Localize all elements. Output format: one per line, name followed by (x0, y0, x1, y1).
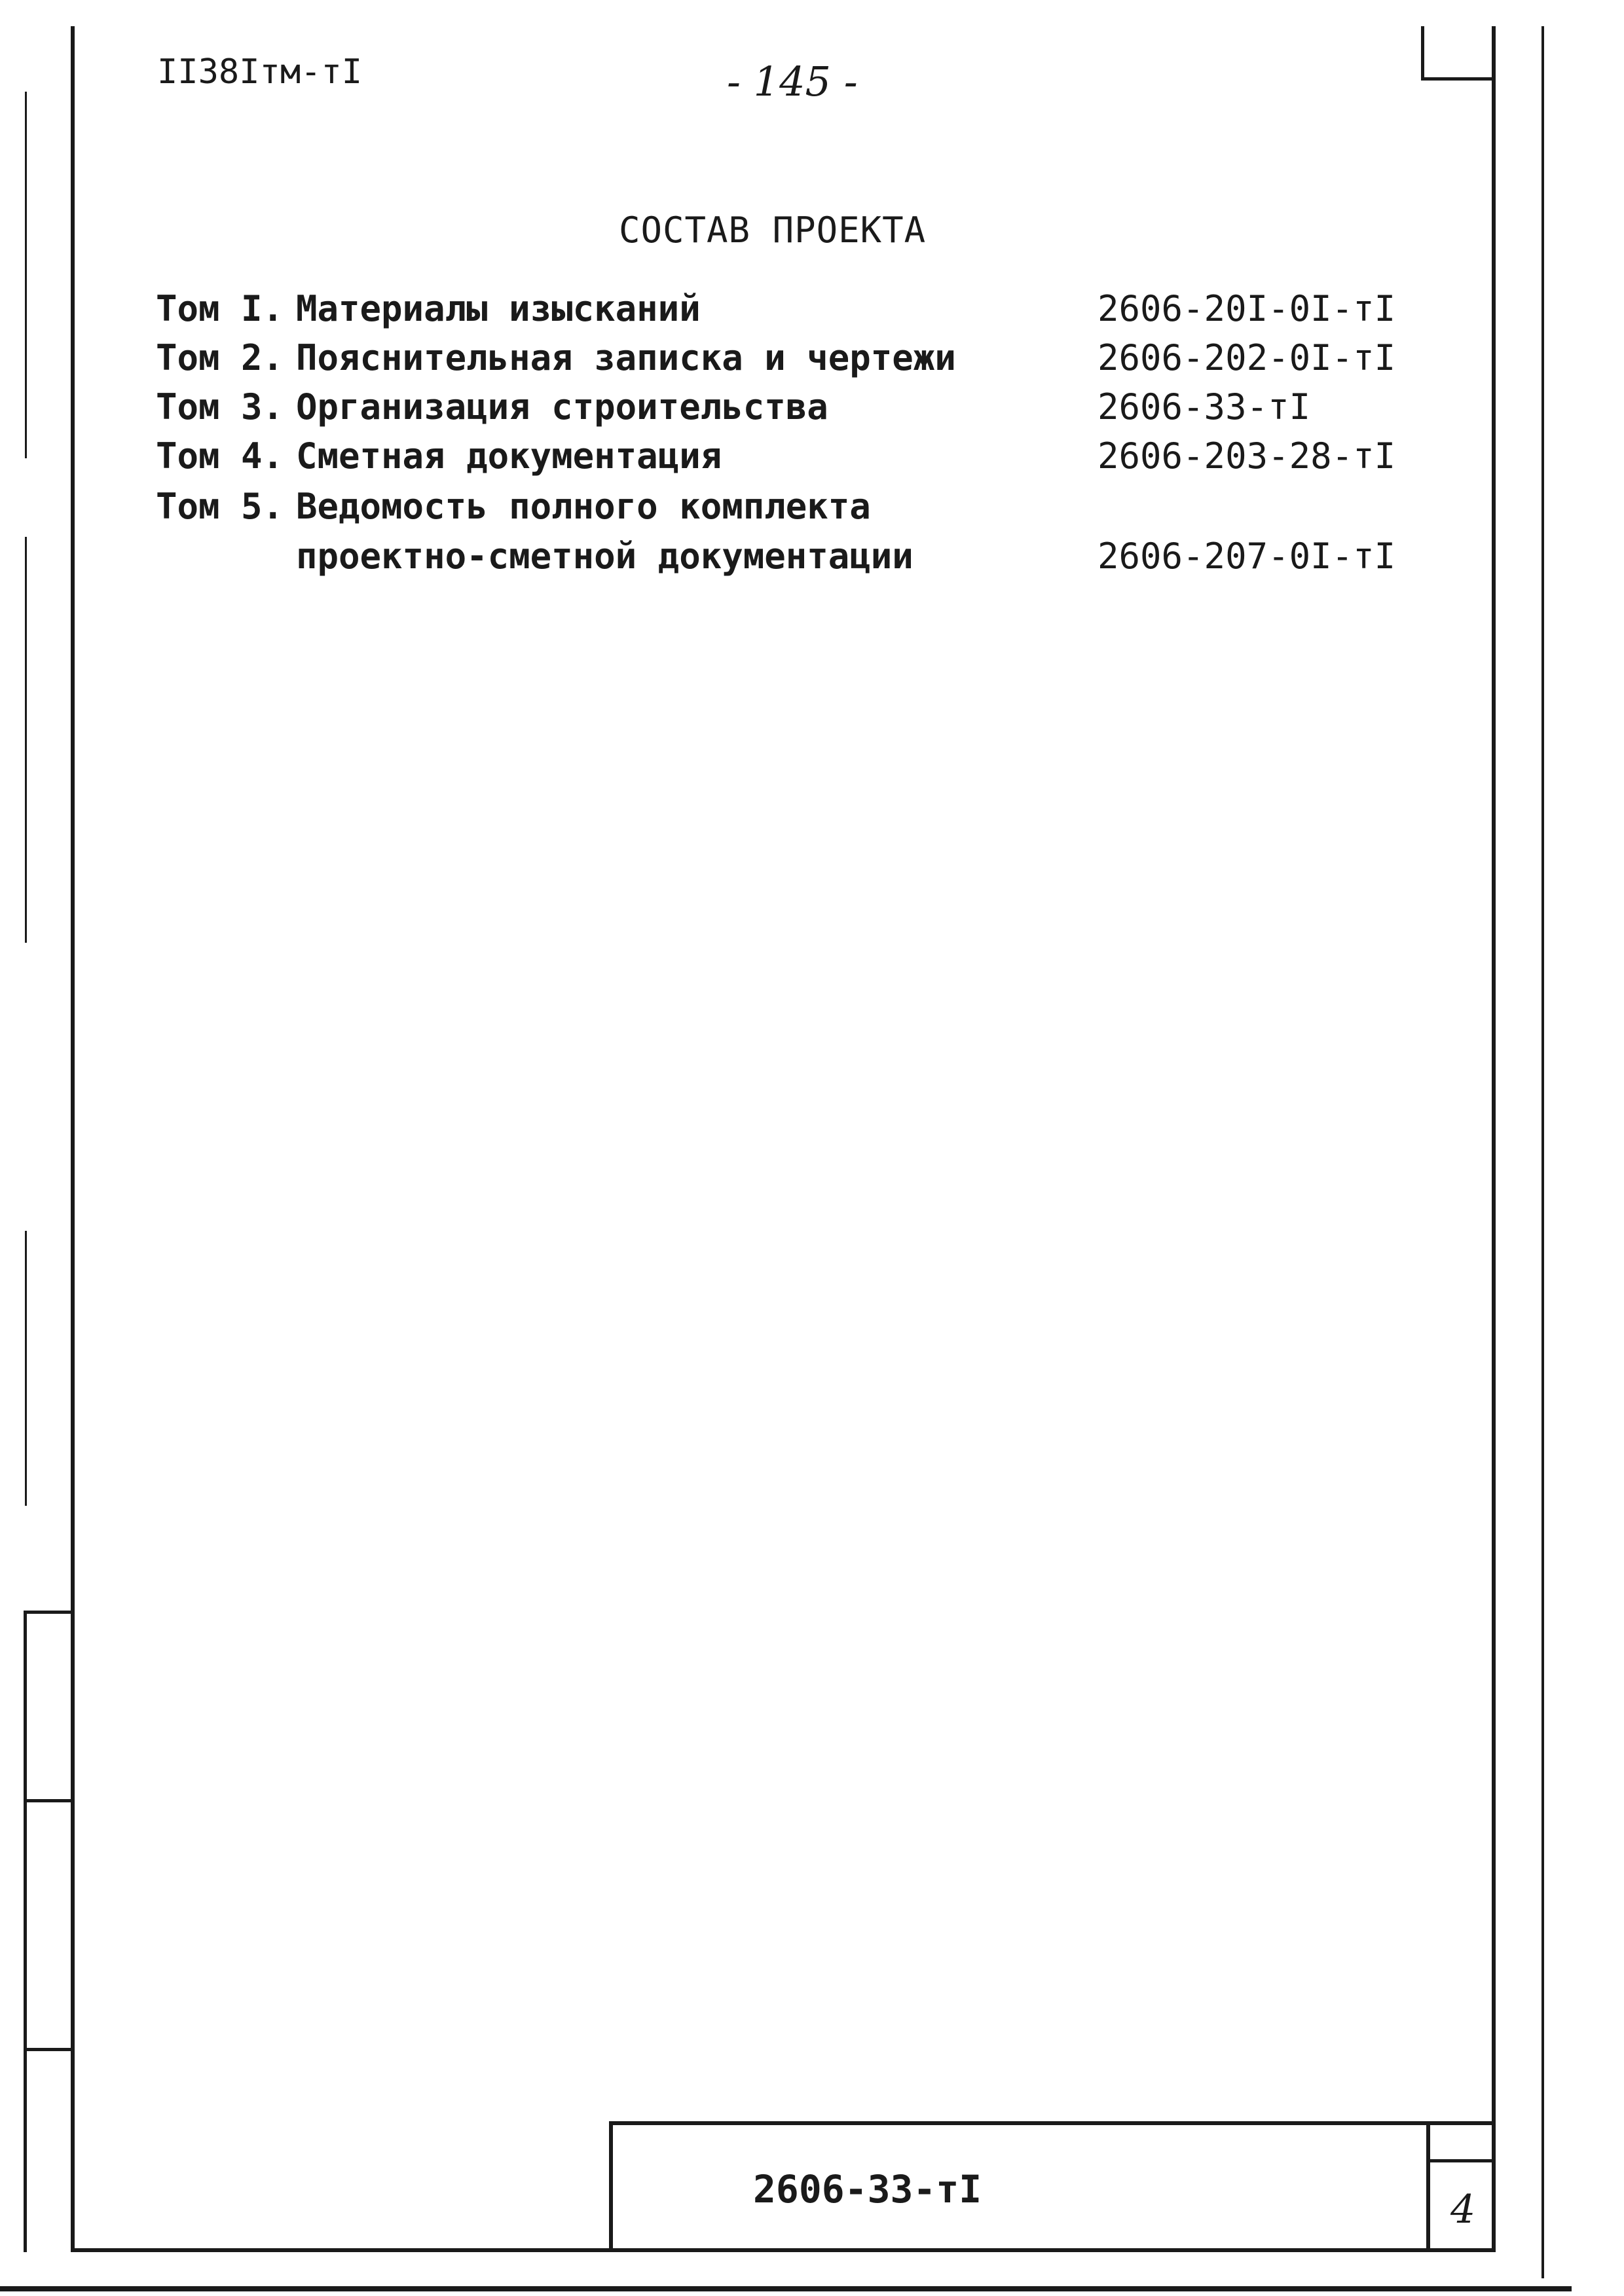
volume-5-label: Том 5. (156, 486, 284, 527)
outer-right-edge (1541, 26, 1544, 2278)
volume-4-code: 2606-203-28-тI (1098, 435, 1396, 477)
volume-2-label: Том 2. (156, 337, 284, 378)
binding-strip-line-3 (24, 2048, 75, 2051)
page-title: СОСТАВ ПРОЕКТА (619, 210, 927, 251)
left-margin-tick-3 (25, 1231, 27, 1506)
volume-3-label: Том 3. (156, 386, 284, 428)
volume-4-label: Том 4. (156, 435, 284, 477)
volume-3-code: 2606-33-тI (1098, 386, 1311, 428)
volume-1-code: 2606-20I-0I-тI (1098, 288, 1396, 329)
stamp-left (609, 2121, 613, 2252)
binding-strip-line-2 (24, 1799, 75, 1802)
left-margin-tick-1 (25, 92, 27, 458)
page-number: - 145 - (727, 58, 858, 105)
left-margin-tick-2 (25, 537, 27, 943)
volume-5-title: Ведомость полного комплекта (296, 486, 871, 527)
volume-3-title: Организация строительства (296, 386, 828, 428)
binding-strip-left (24, 1611, 27, 2252)
volume-5-title-line2: проектно-сметной документации (296, 536, 913, 577)
frame-left-border (71, 26, 75, 2252)
volume-1-label: Том I. (156, 288, 284, 329)
page-bottom-edge (0, 2286, 1572, 2291)
corner-mark-vertical (1421, 26, 1424, 79)
volume-1-title: Материалы изысканий (296, 288, 701, 329)
document-code: II38Iтм-тI (157, 52, 363, 92)
frame-right-border (1492, 26, 1496, 2252)
stamp-sheet-header (1426, 2159, 1494, 2162)
volume-2-code: 2606-202-0I-тI (1098, 337, 1396, 378)
volume-2-title: Пояснительная записка и чертежи (296, 337, 956, 378)
stamp-sheet-divider (1426, 2121, 1430, 2252)
corner-mark-horizontal (1421, 77, 1493, 81)
binding-strip-line-1 (24, 1611, 75, 1614)
stamp-sheet-number: 4 (1450, 2187, 1476, 2232)
volume-5-code: 2606-207-0I-тI (1098, 536, 1396, 577)
stamp-top (609, 2121, 1494, 2125)
volume-4-title: Сметная документация (296, 435, 722, 477)
frame-bottom-border (71, 2248, 1496, 2252)
stamp-document-code: 2606-33-тI (753, 2167, 982, 2212)
